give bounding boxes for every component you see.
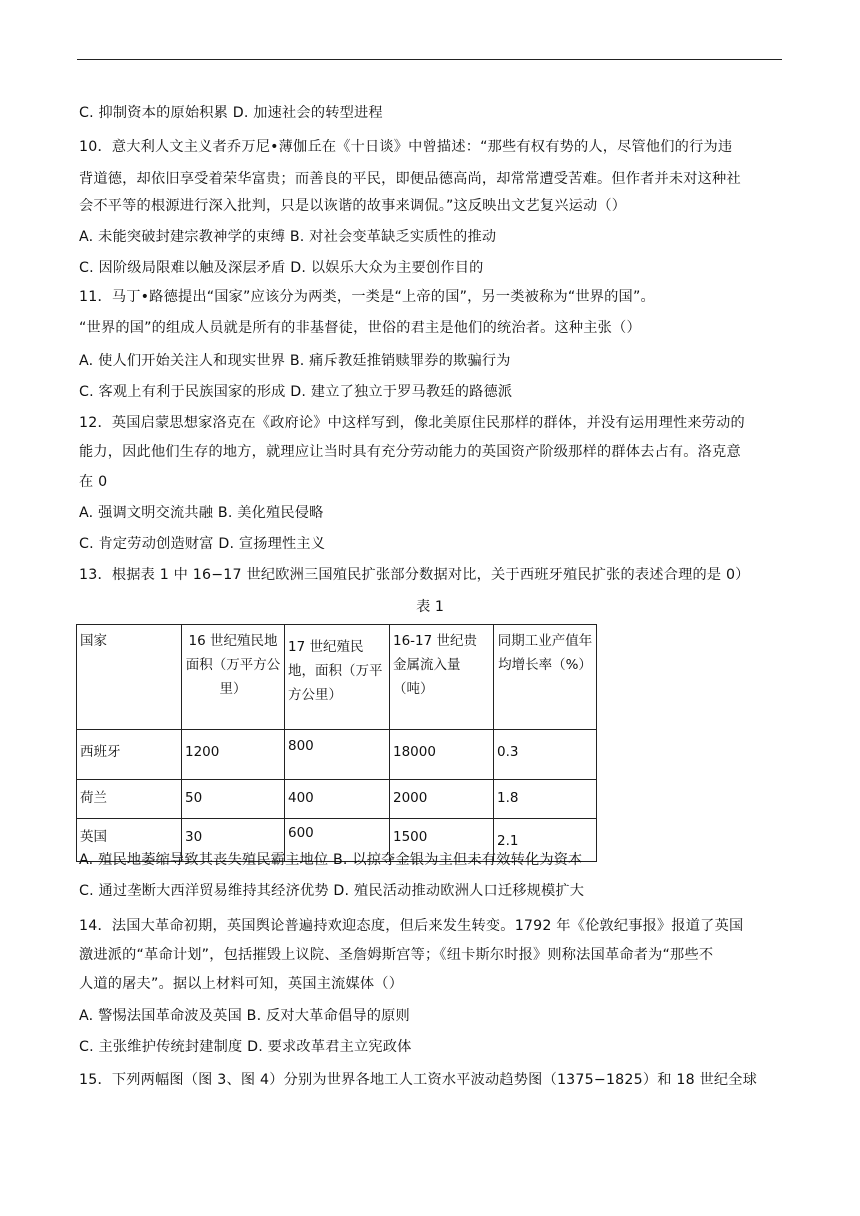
- q15-stem-line-1: 15．下列两幅图（图 3、图 4）分别为世界各地工人工资水平波动趋势图（1375−1825）和 18 世纪全球: [79, 1072, 758, 1088]
- table-cell: 2.1: [494, 819, 597, 862]
- table-cell: 英国: [77, 819, 182, 862]
- q14-stem-line-1: 14．法国大革命初期，英国舆论普遍持欢迎态度，但后来发生转变。1792 年《伦敦纪事报》报道了英国: [79, 918, 744, 934]
- table-cell: 1500: [390, 819, 494, 862]
- table-cell: 西班牙: [77, 730, 182, 780]
- q11-option-ab: A. 使人们开始关注人和现实世界 B. 痛斥教廷推销赎罪券的欺骗行为: [79, 353, 511, 369]
- q10-stem-line-3: 会不平等的根源进行深入批判，只是以诙谐的故事来调侃。”这反映出文艺复兴运动（）: [79, 198, 627, 214]
- q10-option-cd: C. 因阶级局限难以触及深层矛盾 D. 以娱乐大众为主要创作目的: [79, 260, 484, 276]
- table-header-row: [77, 625, 597, 730]
- table-row: [77, 780, 597, 819]
- header-cell: 16-17 世纪贵金属流入量（吨）: [390, 625, 494, 730]
- header-rule: [77, 59, 782, 60]
- table-cell: 2000: [390, 780, 494, 819]
- q11-stem-line-1: 11．马丁•路德提出“国家”应该分为两类，一类是“上帝的国”，另一类被称为“世界的国”。: [79, 289, 655, 305]
- table-cell: 800: [285, 730, 390, 780]
- table-cell: 18000: [390, 730, 494, 780]
- q13-option-cd: C. 通过垄断大西洋贸易维持其经济优势 D. 殖民活动推动欧洲人口迁移规模扩大: [79, 883, 585, 899]
- table-cell: 1.8: [494, 780, 597, 819]
- q11-stem-line-2: “世界的国”的组成人员就是所有的非基督徒，世俗的君主是他们的统治者。这种主张（）: [79, 320, 641, 336]
- q9-option-cd: C. 抑制资本的原始积累 D. 加速社会的转型进程: [79, 105, 383, 121]
- q14-stem-line-3: 人道的屠夫”。据以上材料可知，英国主流媒体（）: [79, 976, 404, 992]
- table-cell: 600: [285, 819, 390, 862]
- q10-stem-line-1: 10．意大利人文主义者乔万尼•薄伽丘在《十日谈》中曾描述：“那些有权有势的人，尽管他们的行为违: [79, 139, 733, 155]
- table-cell: 400: [285, 780, 390, 819]
- q12-option-cd: C. 肯定劳动创造财富 D. 宣扬理性主义: [79, 536, 326, 552]
- header-cell: 同期工业产值年均增长率（%）: [494, 625, 597, 730]
- table-cell: 0.3: [494, 730, 597, 780]
- header-cell: 16 世纪殖民地面积（万平方公里）: [182, 625, 285, 730]
- table-cell: 30: [182, 819, 285, 862]
- q13-stem: 13．根据表 1 中 16−17 世纪欧洲三国殖民扩张部分数据对比，关于西班牙殖民扩张的表述合理的是 0）: [79, 567, 750, 583]
- table-row: [77, 730, 597, 780]
- q10-stem-line-2: 背道德，却依旧享受着荣华富贵；而善良的平民，即便品德高尚，却常常遭受苦难。但作者并未对这种社: [79, 171, 741, 187]
- q14-stem-line-2: 激进派的“革命计划”，包括摧毁上议院、圣詹姆斯宫等；《纽卡斯尔时报》则称法国革命者为“那些不: [79, 947, 714, 963]
- q14-option-ab: A. 警惕法国革命波及英国 B. 反对大革命倡导的原则: [79, 1008, 410, 1024]
- q10-option-ab: A. 未能突破封建宗教神学的束缚 B. 对社会变革缺乏实质性的推动: [79, 229, 497, 245]
- q12-option-ab: A. 强调文明交流共融 B. 美化殖民侵略: [79, 505, 324, 521]
- table-caption: 表 1: [416, 599, 444, 615]
- table-cell: 荷兰: [77, 780, 182, 819]
- colonial-data-table: [76, 624, 597, 862]
- q12-stem-line-1: 12．英国启蒙思想家洛克在《政府论》中这样写到，像北美原住民那样的群体，并没有运用理性来劳动的: [79, 415, 745, 431]
- header-cell: 国家: [77, 625, 182, 730]
- q11-option-cd: C. 客观上有利于民族国家的形成 D. 建立了独立于罗马教廷的路德派: [79, 384, 513, 400]
- q14-option-cd: C. 主张维护传统封建制度 D. 要求改革君主立宪政体: [79, 1039, 412, 1055]
- table-cell: 50: [182, 780, 285, 819]
- q13-option-ab: A. 殖民地萎缩导致其丧失殖民霸主地位 B. 以掠夺金银为主但未有效转化为资本: [79, 852, 583, 868]
- q12-stem-line-3: 在 0: [79, 474, 108, 490]
- q12-stem-line-2: 能力，因此他们生存的地方，就理应让当时具有充分劳动能力的英国资产阶级那样的群体去占有。洛克意: [79, 444, 741, 460]
- table-cell: 1200: [182, 730, 285, 780]
- header-cell: 17 世纪殖民地，面积（万平方公里）: [285, 625, 390, 730]
